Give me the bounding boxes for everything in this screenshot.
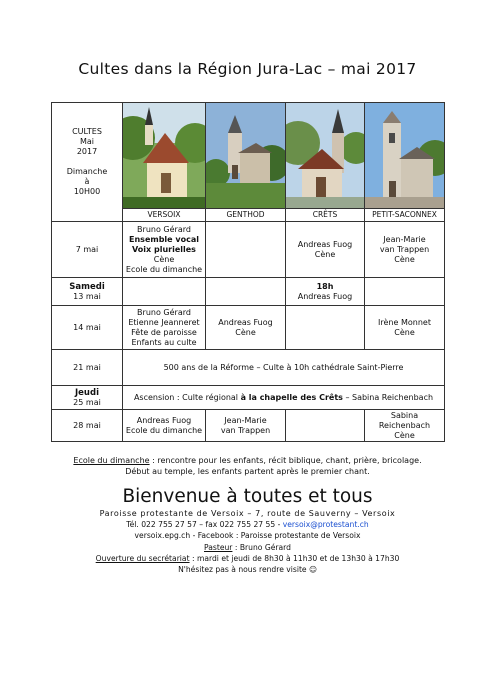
date-line: 7 mai (75, 244, 99, 254)
cell-line: Ensemble vocal (129, 234, 199, 244)
date-line: Samedi (69, 281, 105, 292)
footer (0, 508, 495, 575)
schedule-rows (52, 222, 445, 442)
header-label-line: Dimanche (66, 167, 108, 176)
header-label-line (52, 157, 122, 167)
header-label-line: à (84, 177, 90, 186)
cell-line: Bruno Gérard (137, 307, 191, 317)
date-line: 28 mai (73, 420, 101, 430)
cell-line: Etienne Jeanneret (128, 317, 200, 327)
service-cell (365, 410, 445, 442)
date-line: 21 mai (73, 362, 101, 372)
footer-contact (0, 519, 495, 530)
special-service-part: à la chapelle des Crêts (240, 392, 343, 402)
cell-line: Irène Monnet (378, 317, 431, 327)
church-photo-crets (286, 103, 364, 208)
note-line2: Début au temple, les enfants partent après le premier chant. (125, 466, 370, 476)
date-line: 25 mai (73, 397, 101, 407)
welcome-heading: Bienvenue à toutes et tous (122, 486, 373, 507)
cell-line: Reichenbach (378, 420, 431, 430)
header-label-line: 10H00 (73, 187, 101, 196)
footer-paroisse: Paroisse protestante de Versoix – 7, route de Sauverny – Versoix (99, 509, 396, 518)
service-cell (123, 306, 206, 350)
church-photo-genthod (206, 103, 285, 208)
service-cell (123, 410, 206, 442)
date-line: Jeudi (75, 387, 99, 398)
church-name-petit-saconnex: PETIT-SACONNEX (365, 208, 444, 221)
cell-line: Cène (153, 254, 175, 264)
footer-tel: Tél. 022 755 27 57 – fax 022 755 27 55 - (126, 520, 283, 530)
cell-line: Cène (235, 327, 256, 337)
special-service-part: – Sabina Reichenbach (342, 392, 434, 402)
email-link[interactable]: versoix@protestant.ch (282, 520, 369, 530)
cell-line: Andreas Fuog (297, 291, 353, 301)
footer-pasteur (0, 542, 495, 553)
cell-line: Andreas Fuog (136, 415, 192, 425)
cell-line: Ecole du dimanche (125, 264, 203, 274)
church-name-versoix: VERSOIX (123, 208, 205, 221)
church-name-genthod: GENTHOD (206, 208, 285, 221)
cell-line: van Trappen (379, 244, 430, 254)
pasteur-label: Pasteur (204, 542, 233, 552)
cell-line: Voix plurielles (132, 244, 196, 254)
secretariat-label: Ouverture du secrétariat (95, 553, 190, 563)
header-label (52, 103, 122, 197)
schedule-row (52, 306, 445, 350)
service-cell (286, 306, 365, 350)
service-cell (206, 306, 286, 350)
schedule-row (52, 386, 445, 410)
special-service-cell (123, 386, 445, 410)
footer-closing: N'hésitez pas à nous rendre visite ☺ (178, 565, 317, 575)
service-cell (206, 278, 286, 306)
date-line: 14 mai (73, 322, 101, 332)
church-name-crets: CRÊTS (286, 208, 364, 221)
service-cell (365, 306, 445, 350)
service-cell (286, 222, 365, 278)
date-cell (52, 410, 123, 442)
cell-line: Jean-Marie (224, 415, 267, 425)
church-header-versoix (123, 103, 206, 222)
special-service-cell: 500 ans de la Réforme – Culte à 10h cathédrale Saint-Pierre (123, 350, 445, 386)
schedule-row (52, 278, 445, 306)
header-label-line: Mai (79, 137, 95, 146)
secretariat-hours: : mardi et jeudi de 8h30 à 11h30 et de 13h30 à 17h30 (189, 553, 400, 563)
schedule-table (51, 102, 445, 442)
service-cell (286, 278, 365, 306)
date-cell (52, 350, 123, 386)
cell-line: van Trappen (220, 425, 271, 435)
notes (0, 456, 495, 477)
pasteur-name: : Bruno Gérard (232, 542, 291, 552)
church-header-genthod (206, 103, 286, 222)
header-label-line: 2017 (76, 147, 98, 156)
cell-line: Bruno Gérard (137, 224, 191, 234)
cell-line: Andreas Fuog (297, 239, 353, 249)
date-cell (52, 306, 123, 350)
header-label-line: CULTES (72, 127, 102, 136)
cell-line: Jean-Marie (383, 234, 426, 244)
schedule-row (52, 350, 445, 386)
church-photo-petit-saconnex (365, 103, 444, 208)
church-photo-versoix (123, 103, 205, 208)
cell-line: Ecole du dimanche (125, 425, 203, 435)
note-ecole (0, 456, 495, 467)
cell-line: Cène (314, 249, 336, 259)
service-cell (365, 278, 445, 306)
date-cell (52, 222, 123, 278)
header-label-cell (52, 103, 123, 222)
cell-line: 18h (316, 281, 334, 291)
cell-line: Fête de paroisse (131, 327, 197, 337)
special-service-part: Ascension : Culte régional (133, 392, 241, 402)
footer-secretariat (0, 553, 495, 564)
cell-line: Sabina (390, 410, 419, 420)
church-header-crets (286, 103, 365, 222)
note-ecole-text: : rencontre pour les enfants, récit biblique, chant, prière, bricolage. (149, 456, 422, 465)
service-cell (286, 410, 365, 442)
note-ecole-label: Ecole du dimanche (73, 456, 150, 465)
service-cell (365, 222, 445, 278)
date-cell (52, 386, 123, 410)
date-line: 13 mai (73, 291, 101, 301)
cell-line: Enfants au culte (131, 337, 197, 347)
header-row (52, 103, 445, 222)
date-cell (52, 278, 123, 306)
cell-line: Cène (394, 254, 415, 264)
schedule-row (52, 222, 445, 278)
church-header-petit-saconnex (365, 103, 445, 222)
page-title: Cultes dans la Région Jura-Lac – mai 2017 (78, 60, 417, 78)
service-cell (206, 410, 286, 442)
cell-line: Andreas Fuog (218, 317, 273, 327)
cell-line: Cène (394, 327, 415, 337)
service-cell (123, 278, 206, 306)
schedule-row (52, 410, 445, 442)
cell-line: Cène (394, 430, 415, 440)
footer-web[interactable]: versoix.epg.ch - Facebook : Paroisse protestante de Versoix (134, 531, 361, 541)
service-cell (123, 222, 206, 278)
service-cell (206, 222, 286, 278)
